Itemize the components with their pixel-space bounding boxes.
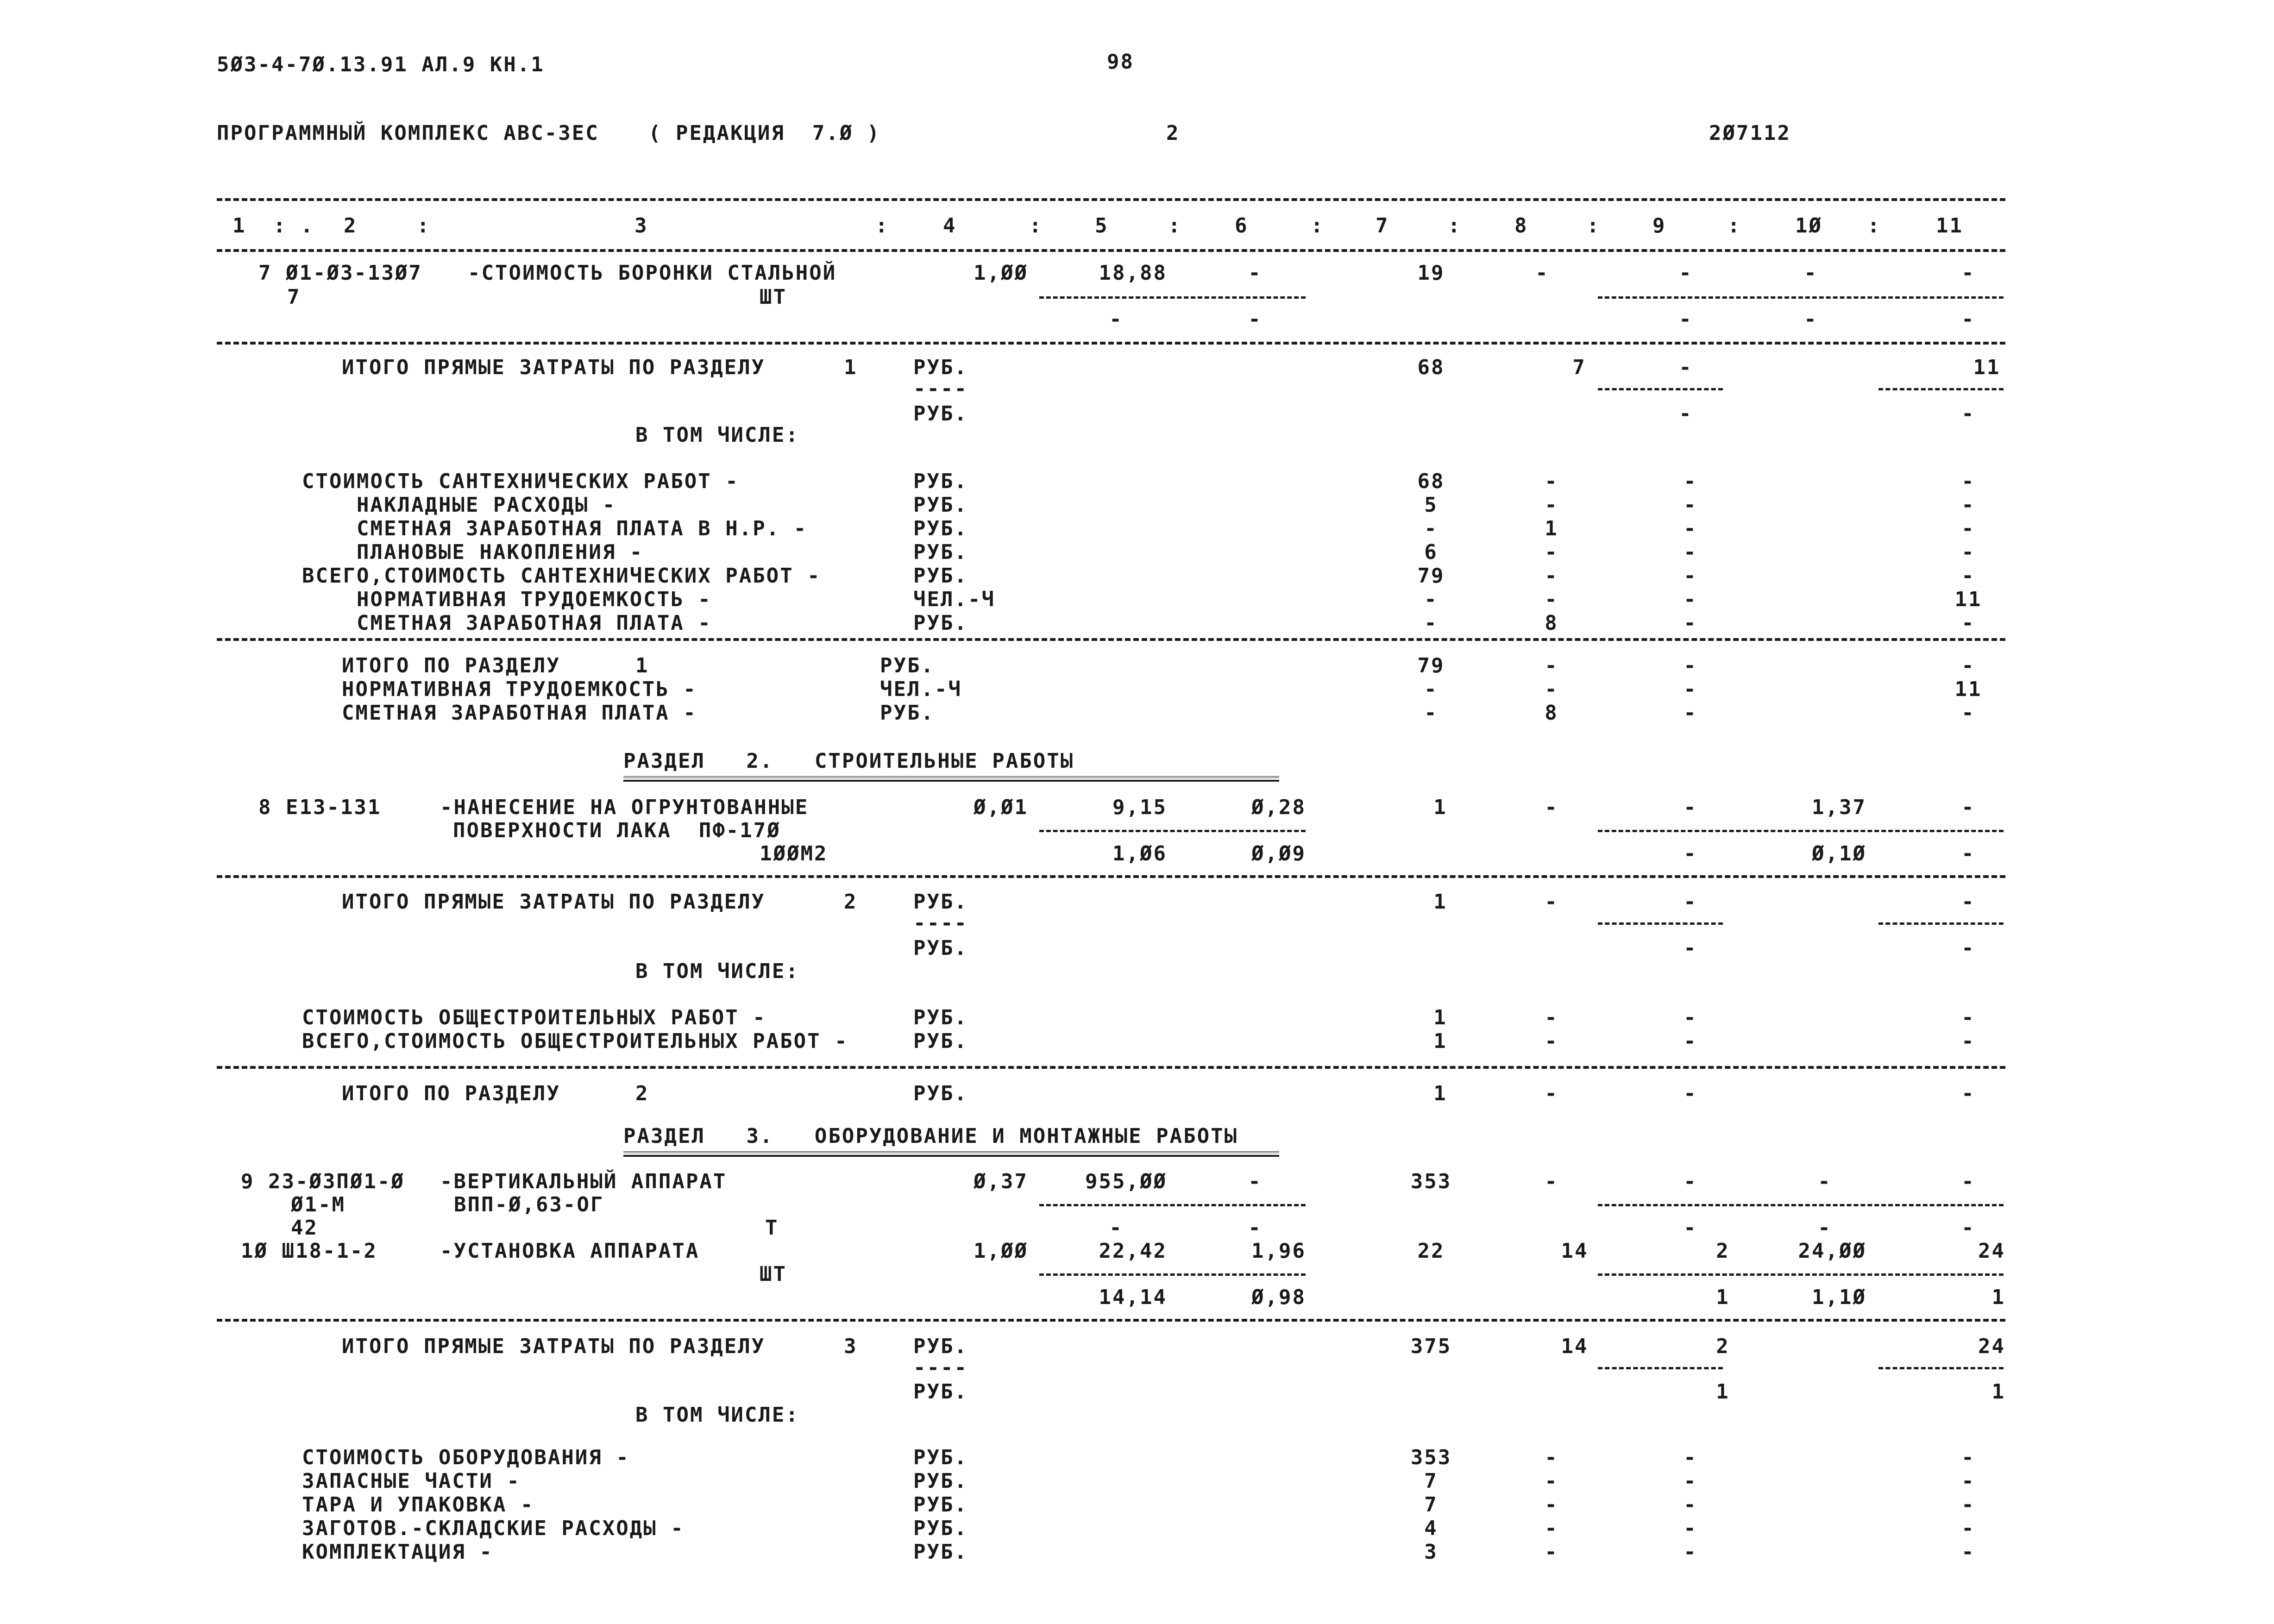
total-unit-dash: ---- [913, 911, 968, 935]
row-unit: РУБ. [913, 540, 968, 564]
row-c8: 8 [1545, 611, 1558, 635]
underline [1039, 830, 1306, 832]
item-c5-2: 14,14 [1099, 1285, 1167, 1309]
item-c7: 1 [1433, 796, 1447, 819]
total-unit-2: РУБ. [913, 402, 968, 426]
col-num-6: 6 [1235, 214, 1249, 238]
page-number: 98 [1107, 50, 1134, 74]
item-unit: 1ØØМ2 [760, 842, 828, 865]
item-c9-2: 1 [1716, 1285, 1730, 1309]
col-sep: : [1311, 214, 1325, 238]
underline [1039, 296, 1306, 299]
row-unit: РУБ. [880, 654, 935, 677]
row-unit: РУБ. [913, 1540, 968, 1564]
row-c8: - [1545, 1006, 1558, 1029]
item-c6: - [1248, 1170, 1262, 1193]
row-c8: - [1545, 1446, 1558, 1469]
item-c9: 2 [1716, 1239, 1730, 1263]
row-c11: - [1961, 1517, 1975, 1540]
item-c10: 24,ØØ [1798, 1239, 1866, 1263]
row-label: НОРМАТИВНАЯ ТРУДОЕМКОСТЬ - [357, 588, 712, 611]
underline [1598, 1273, 2004, 1276]
item-c8: - [1545, 796, 1558, 819]
total-c11: - [1961, 890, 1975, 914]
total-unit: РУБ. [913, 890, 968, 914]
row-c11: - [1961, 701, 1975, 725]
item-c7: 22 [1417, 1239, 1445, 1263]
item-c5-2: - [1109, 1216, 1123, 1240]
total-c8: - [1545, 890, 1558, 914]
total-c9: - [1684, 890, 1697, 914]
total-label: ИТОГО ПРЯМЫЕ ЗАТРАТЫ ПО РАЗДЕЛУ [342, 890, 766, 914]
total-c9: 2 [1716, 1335, 1730, 1358]
item-c4: Ø,Ø1 [974, 796, 1028, 819]
item-c6-2: Ø,98 [1251, 1285, 1306, 1309]
col-sep: : [1168, 214, 1182, 238]
item-c9: - [1679, 261, 1693, 285]
total-unit: РУБ. [913, 1082, 968, 1105]
item-c10: 1,37 [1812, 796, 1866, 819]
row-c8: - [1545, 1493, 1558, 1517]
row-c7: 79 [1417, 654, 1445, 677]
total-c7: 68 [1417, 356, 1445, 379]
item-c6-2: Ø,Ø9 [1251, 842, 1306, 865]
row-c7: 79 [1417, 564, 1445, 588]
row-c11: - [1961, 1029, 1975, 1053]
row-unit: РУБ. [913, 493, 968, 517]
row-c8: - [1545, 654, 1558, 677]
item-unit: ШТ [760, 1262, 787, 1286]
total-section: 3 [844, 1335, 858, 1358]
row-c7: 353 [1410, 1446, 1452, 1469]
item-c10-2: - [1804, 307, 1818, 331]
item-c6-2: - [1248, 307, 1262, 331]
row-extra: 1 [635, 654, 649, 677]
including-label: В ТОМ ЧИСЛЕ: [635, 1403, 799, 1427]
item-c6: - [1248, 261, 1262, 285]
total-c9-2: 1 [1716, 1380, 1730, 1404]
item-name-2: ВПП-Ø,63-ОГ [454, 1193, 604, 1216]
row-c9: - [1684, 493, 1697, 517]
col-sep: : [1029, 214, 1043, 238]
row-c11: - [1961, 470, 1975, 493]
row-c8: - [1545, 1517, 1558, 1540]
underline [1598, 1204, 2004, 1206]
col-num-10: 1Ø [1795, 214, 1822, 238]
row-label: СМЕТНАЯ ЗАРАБОТНАЯ ПЛАТА В Н.Р. - [357, 517, 808, 540]
total-c11: - [1961, 1082, 1975, 1105]
item-c5: 18,88 [1099, 261, 1167, 285]
total-section: 2 [844, 890, 858, 914]
total-c11: 24 [1978, 1335, 2005, 1358]
row-label: СТОИМОСТЬ САНТЕХНИЧЕСКИХ РАБОТ - [302, 470, 739, 493]
row-c9: - [1684, 517, 1697, 540]
col-sep: : [1727, 214, 1741, 238]
item-c11: - [1961, 1170, 1975, 1193]
section2-title-rule [623, 776, 1279, 782]
item-code: 9 23-Ø3ПØ1-Ø [241, 1170, 405, 1193]
row-c7: 1 [1433, 1006, 1447, 1029]
row-c9: - [1684, 701, 1697, 725]
item-code: 7 Ø1-Ø3-13Ø7 [258, 261, 422, 285]
item-code: 8 Е13-131 [258, 796, 382, 819]
col-sep: : [1448, 214, 1462, 238]
row-c11: - [1961, 1469, 1975, 1493]
item-c8: - [1535, 261, 1549, 285]
total-c9: - [1679, 356, 1693, 379]
row-c7: 7 [1424, 1469, 1438, 1493]
item-c9-2: - [1684, 842, 1697, 865]
row-c9: - [1684, 540, 1697, 564]
item-c4: 1,ØØ [974, 1239, 1028, 1263]
row-c11: - [1961, 1006, 1975, 1029]
doc-code: 5Ø3-4-7Ø.13.91 АЛ.9 КН.1 [217, 53, 545, 76]
item-c9: - [1684, 1170, 1697, 1193]
row-c9: - [1684, 654, 1697, 677]
row-unit: РУБ. [913, 611, 968, 635]
item-c7: 19 [1417, 261, 1445, 285]
total-c7: 1 [1433, 890, 1447, 914]
total-c9: - [1684, 1082, 1697, 1105]
row-c7: 6 [1424, 540, 1438, 564]
item-unit: ШТ [760, 285, 787, 309]
program-title: ПРОГРАММНЫЙ КОМПЛЕКС АВС-ЗЕС [217, 121, 599, 145]
underline [1598, 296, 2004, 299]
total-unit-dash: ---- [913, 1356, 968, 1379]
section3-title-rule [623, 1151, 1279, 1157]
row-c11: - [1961, 493, 1975, 517]
row-unit: РУБ. [913, 564, 968, 588]
row-c9: - [1684, 1446, 1697, 1469]
total-c9-2: - [1679, 402, 1693, 426]
row-c9: - [1684, 677, 1697, 701]
row-c8: 1 [1545, 517, 1558, 540]
row-c7: 5 [1424, 493, 1438, 517]
row-rule [217, 1319, 2005, 1322]
section2-title: РАЗДЕЛ 2. СТРОИТЕЛЬНЫЕ РАБОТЫ [623, 749, 1074, 773]
item-c5: 955,ØØ [1085, 1170, 1167, 1193]
row-c11: - [1961, 1540, 1975, 1564]
row-c9: - [1684, 564, 1697, 588]
item-name: -ВЕРТИКАЛЬНЫЙ АППАРАТ [440, 1170, 727, 1193]
row-c7: - [1424, 517, 1438, 540]
row-label: ВСЕГО,СТОИМОСТЬ ОБЩЕСТРОИТЕЛЬНЫХ РАБОТ - [302, 1029, 848, 1053]
including-label: В ТОМ ЧИСЛЕ: [635, 959, 799, 983]
row-unit: ЧЕЛ.-Ч [880, 677, 962, 701]
col-sep: : . [273, 214, 314, 238]
including-label: В ТОМ ЧИСЛЕ: [635, 423, 799, 447]
row-c9: - [1684, 1006, 1697, 1029]
row-c11: - [1961, 517, 1975, 540]
underline [1039, 1204, 1306, 1206]
item-c9-2: - [1684, 1216, 1697, 1240]
item-c8: - [1545, 1170, 1558, 1193]
total-c11: 11 [1973, 356, 2001, 379]
form-number: 2 [1166, 121, 1180, 145]
total-c11-2: 1 [1991, 1380, 2005, 1404]
row-unit: РУБ. [913, 1029, 968, 1053]
item-c10: - [1804, 261, 1818, 285]
col-num-9: 9 [1652, 214, 1666, 238]
total-unit-2: РУБ. [913, 936, 968, 960]
row-label: СТОИМОСТЬ ОБЩЕСТРОИТЕЛЬНЫХ РАБОТ - [302, 1006, 766, 1029]
col-sep: : [1587, 214, 1601, 238]
item-c10-2: 1,1Ø [1812, 1285, 1866, 1309]
row-c9: - [1684, 1517, 1697, 1540]
total-label: ИТОГО ПРЯМЫЕ ЗАТРАТЫ ПО РАЗДЕЛУ [342, 356, 766, 379]
row-c8: - [1545, 1029, 1558, 1053]
item-c5-2: 1,Ø6 [1112, 842, 1167, 865]
row-c11: - [1961, 540, 1975, 564]
row-c7: - [1424, 701, 1438, 725]
row-c8: - [1545, 470, 1558, 493]
item-c7: 353 [1410, 1170, 1452, 1193]
item-c11-2: - [1961, 1216, 1975, 1240]
row-c8: - [1545, 588, 1558, 611]
row-c7: 7 [1424, 1493, 1438, 1517]
row-unit: РУБ. [913, 1493, 968, 1517]
item-c8: 14 [1561, 1239, 1589, 1263]
total-section: 1 [844, 356, 858, 379]
row-c8: - [1545, 677, 1558, 701]
row-label: СТОИМОСТЬ ОБОРУДОВАНИЯ - [302, 1446, 630, 1469]
item-c6-2: - [1248, 1216, 1262, 1240]
total-c8: 14 [1561, 1335, 1589, 1358]
row-unit: РУБ. [913, 1006, 968, 1029]
row-label: КОМПЛЕКТАЦИЯ - [302, 1540, 493, 1564]
underline [1598, 922, 1723, 925]
item-name-2: ПОВЕРХНОСТИ ЛАКА ПФ-17Ø [453, 819, 781, 842]
item-code-3: 42 [291, 1216, 318, 1240]
total-unit: РУБ. [913, 1335, 968, 1358]
underline [1878, 388, 2004, 390]
underline [1878, 1367, 2004, 1369]
item-c11: 24 [1978, 1239, 2005, 1263]
row-unit: РУБ. [913, 1469, 968, 1493]
total-c9-2: - [1684, 936, 1697, 960]
item-c4: Ø,37 [974, 1170, 1028, 1193]
row-label: НОРМАТИВНАЯ ТРУДОЕМКОСТЬ - [342, 677, 697, 701]
col-num-3: 3 [634, 214, 648, 238]
underline [1878, 922, 2004, 925]
item-c10: - [1818, 1170, 1832, 1193]
item-c5: 22,42 [1099, 1239, 1167, 1263]
col-num-4: 4 [943, 214, 957, 238]
item-c5-2: - [1109, 307, 1123, 331]
row-unit: РУБ. [913, 1517, 968, 1540]
col-num-8: 8 [1514, 214, 1528, 238]
row-c8: - [1545, 493, 1558, 517]
col-sep: : [875, 214, 889, 238]
col-num-1: 1 [232, 214, 246, 238]
total-unit-dash: ---- [913, 377, 968, 401]
item-c6: Ø,28 [1251, 796, 1306, 819]
row-c9: - [1684, 588, 1697, 611]
total-unit-2: РУБ. [913, 1380, 968, 1404]
underline [1598, 830, 2004, 832]
item-c10-2: - [1818, 1216, 1832, 1240]
row-unit: ЧЕЛ.-Ч [913, 588, 995, 611]
row-c7: - [1424, 611, 1438, 635]
row-c8: - [1545, 1540, 1558, 1564]
underline [1598, 1367, 1723, 1369]
item-c11-2: - [1961, 842, 1975, 865]
section3-title: РАЗДЕЛ 3. ОБОРУДОВАНИЕ И МОНТАЖНЫЕ РАБОТЫ [623, 1124, 1238, 1148]
item-num: 7 [287, 285, 301, 309]
row-c7: 1 [1433, 1029, 1447, 1053]
row-label: ЗАГОТОВ.-СКЛАДСКИЕ РАСХОДЫ - [302, 1517, 685, 1540]
item-unit: Т [765, 1216, 779, 1240]
row-label: ПЛАНОВЫЕ НАКОПЛЕНИЯ - [357, 540, 644, 564]
row-c11: 11 [1954, 677, 1982, 701]
row-c7: 3 [1424, 1540, 1438, 1564]
underline [1598, 388, 1723, 390]
row-unit: РУБ. [880, 701, 935, 725]
row-rule [217, 342, 2005, 345]
row-unit: РУБ. [913, 470, 968, 493]
item-name: -СТОИМОСТЬ БОРОНКИ СТАЛЬНОЙ [468, 261, 837, 285]
col-sep: : [417, 214, 431, 238]
item-name: -НАНЕСЕНИЕ НА ОГРУНТОВАННЫЕ [440, 796, 809, 819]
col-num-5: 5 [1095, 214, 1109, 238]
row-c9: - [1684, 611, 1697, 635]
item-c11-2: - [1961, 307, 1975, 331]
col-sep: : [1867, 214, 1881, 238]
total-c8: 7 [1572, 356, 1586, 379]
row-rule [217, 1066, 2005, 1069]
row-c11: - [1961, 1446, 1975, 1469]
item-c9: - [1684, 796, 1697, 819]
item-c11: - [1961, 796, 1975, 819]
row-c9: - [1684, 1540, 1697, 1564]
item-code: 1Ø Ш18-1-2 [241, 1239, 377, 1263]
item-c10-2: Ø,1Ø [1812, 842, 1866, 865]
total-c11-2: - [1961, 936, 1975, 960]
row-c9: - [1684, 1493, 1697, 1517]
item-c4: 1,ØØ [974, 261, 1028, 285]
document-code: 2Ø7112 [1709, 121, 1791, 145]
row-label: СМЕТНАЯ ЗАРАБОТНАЯ ПЛАТА - [342, 701, 697, 725]
header-top-rule [217, 198, 2005, 201]
item-c11-2: 1 [1991, 1285, 2005, 1309]
row-c9: - [1684, 1029, 1697, 1053]
row-c7: - [1424, 588, 1438, 611]
underline [1039, 1273, 1306, 1276]
row-c11: 11 [1954, 588, 1982, 611]
total-label: ИТОГО ПО РАЗДЕЛУ [342, 1082, 560, 1105]
edition-label: ( РЕДАКЦИЯ 7.Ø ) [648, 121, 881, 145]
row-label: ИТОГО ПО РАЗДЕЛУ [342, 654, 560, 677]
row-unit: РУБ. [913, 517, 968, 540]
col-num-2: 2 [344, 214, 358, 238]
item-code-2: Ø1-М [291, 1193, 345, 1216]
row-c11: - [1961, 1493, 1975, 1517]
row-label: ЗАПАСНЫЕ ЧАСТИ - [302, 1469, 521, 1493]
total-c8: - [1545, 1082, 1558, 1105]
col-num-11: 11 [1936, 214, 1963, 238]
row-c8: - [1545, 1469, 1558, 1493]
total-c7: 1 [1433, 1082, 1447, 1105]
total-unit: РУБ. [913, 356, 968, 379]
row-c9: - [1684, 470, 1697, 493]
row-c7: - [1424, 677, 1438, 701]
row-c11: - [1961, 654, 1975, 677]
total-label: ИТОГО ПРЯМЫЕ ЗАТРАТЫ ПО РАЗДЕЛУ [342, 1335, 766, 1358]
total-c11-2: - [1961, 402, 1975, 426]
row-c11: - [1961, 564, 1975, 588]
total-c7: 375 [1410, 1335, 1452, 1358]
row-c7: 68 [1417, 470, 1445, 493]
item-c9-2: - [1679, 307, 1693, 331]
row-label: ТАРА И УПАКОВКА - [302, 1493, 534, 1517]
row-c8: - [1545, 564, 1558, 588]
row-c9: - [1684, 1469, 1697, 1493]
item-c11: - [1961, 261, 1975, 285]
row-label: НАКЛАДНЫЕ РАСХОДЫ - [357, 493, 616, 517]
row-label: ВСЕГО,СТОИМОСТЬ САНТЕХНИЧЕСКИХ РАБОТ - [302, 564, 821, 588]
row-c8: - [1545, 540, 1558, 564]
item-c5: 9,15 [1112, 796, 1167, 819]
header-bottom-rule [217, 249, 2005, 252]
row-unit: РУБ. [913, 1446, 968, 1469]
row-label: СМЕТНАЯ ЗАРАБОТНАЯ ПЛАТА - [357, 611, 712, 635]
item-c6: 1,96 [1251, 1239, 1306, 1263]
row-rule [217, 638, 2005, 641]
row-c7: 4 [1424, 1517, 1438, 1540]
col-num-7: 7 [1376, 214, 1389, 238]
row-c11: - [1961, 611, 1975, 635]
total-section: 2 [635, 1082, 649, 1105]
row-c8: 8 [1545, 701, 1558, 725]
item-name: -УСТАНОВКА АППАРАТА [440, 1239, 700, 1263]
row-rule [217, 875, 2005, 878]
